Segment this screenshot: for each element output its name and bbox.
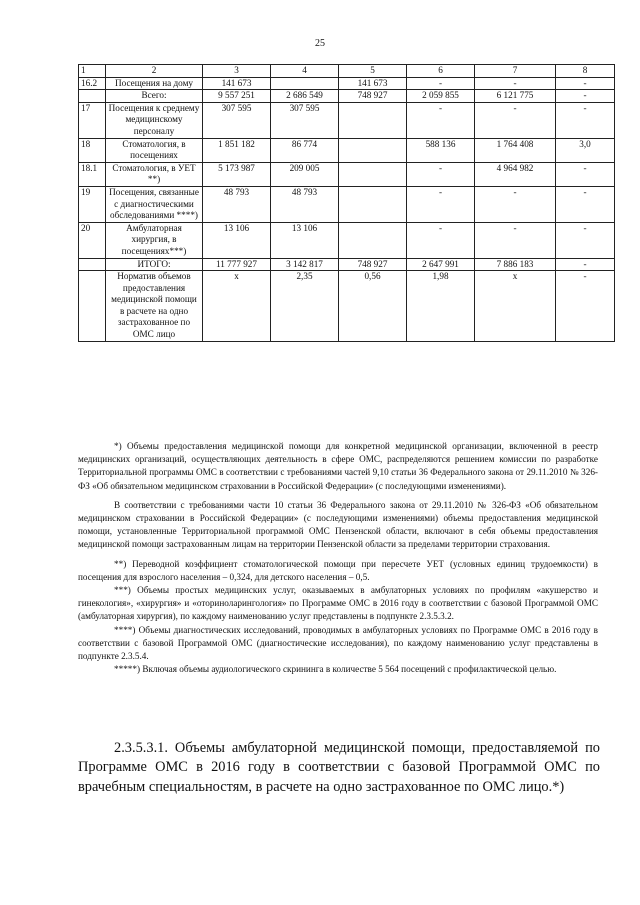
table-cell: 307 595 (203, 102, 271, 138)
table-cell (339, 162, 407, 186)
table-cell: Амбулаторная хирургия, в посещениях***) (106, 222, 203, 258)
table-cell: - (556, 222, 615, 258)
table-cell: 1 764 408 (475, 138, 556, 162)
page-number: 25 (315, 38, 325, 49)
table-cell: 9 557 251 (203, 90, 271, 103)
table-cell: - (407, 186, 475, 222)
table-cell: 48 793 (203, 186, 271, 222)
table-cell: 16.2 (79, 77, 106, 90)
table-header-cell: 6 (407, 65, 475, 78)
table-header-cell: 7 (475, 65, 556, 78)
table-header-cell: 4 (271, 65, 339, 78)
table-cell: 4 964 982 (475, 162, 556, 186)
table-cell: 2,35 (271, 271, 339, 342)
table-cell: - (556, 162, 615, 186)
table-cell (79, 258, 106, 271)
table-cell: 20 (79, 222, 106, 258)
table-cell (79, 271, 106, 342)
table-header-row (79, 65, 615, 78)
table-cell: - (556, 90, 615, 103)
footnote-4: ***) Объемы простых медицинских услуг, оказываемых в амбулаторных условиях по профилям «акушерство и гинекология», «хирургия» и «оториноларингология» по Программе ОМС в 2016 году в соответствии с базовой Программой ОМС (амбулаторная хирургия), по каждому наименованию услуг представлены в подпункте 2.3.5.3.2. (78, 585, 598, 622)
table-header-cell: 5 (339, 65, 407, 78)
footnotes (78, 440, 598, 676)
table-cell: 2 647 991 (407, 258, 475, 271)
table-cell (339, 102, 407, 138)
table-cell: 13 106 (271, 222, 339, 258)
table-cell: 141 673 (339, 77, 407, 90)
table-cell: 307 595 (271, 102, 339, 138)
footnote-3: **) Переводной коэффициент стоматологической помощи при пересчете УЕТ (условных единиц трудоемкости) в посещения для взрослого населения – 0,324, для детского населения – 0,5. (78, 558, 598, 582)
table-cell: - (475, 186, 556, 222)
footnote-6: *****) Включая объемы аудиологического скрининга в количестве 5 564 посещений с профилактической целью. (114, 664, 557, 675)
table-cell: 2 686 549 (271, 90, 339, 103)
table-cell: Норматив объемов предоставления медицинской помощи в расчете на одно застрахованное по ОМС лицо (106, 271, 203, 342)
table-cell: Посещения на дому (106, 77, 203, 90)
table-cell: 0,56 (339, 271, 407, 342)
table-cell: 19 (79, 186, 106, 222)
table-cell: - (556, 258, 615, 271)
table-header-cell: 2 (106, 65, 203, 78)
table-cell: Всего: (106, 90, 203, 103)
table-cell: 3,0 (556, 138, 615, 162)
table-cell: Посещения к среднему медицинскому персоналу (106, 102, 203, 138)
table-cell: 86 774 (271, 138, 339, 162)
table-cell: 1,98 (407, 271, 475, 342)
table-cell: - (556, 102, 615, 138)
table-cell (79, 90, 106, 103)
volumes-table (78, 64, 615, 342)
table-row (79, 162, 615, 186)
table-header-cell: 1 (79, 65, 106, 78)
table-header-cell: 8 (556, 65, 615, 78)
table-cell (339, 222, 407, 258)
table-cell: 748 927 (339, 258, 407, 271)
table-row (79, 138, 615, 162)
table-cell: 13 106 (203, 222, 271, 258)
table-cell (271, 77, 339, 90)
table-cell (339, 138, 407, 162)
table-row (79, 271, 615, 342)
table-cell: 141 673 (203, 77, 271, 90)
table-cell: 48 793 (271, 186, 339, 222)
table-cell: 3 142 817 (271, 258, 339, 271)
table-row (79, 258, 615, 271)
table-cell: ИТОГО: (106, 258, 203, 271)
table-cell: 1 851 182 (203, 138, 271, 162)
footnote-5: ****) Объемы диагностических исследований, проводимых в амбулаторных условиях по Программе ОМС в 2016 году в соответствии с базовой Программой ОМС (диагностические исследования), по каждому наименованию услуг представлены в подпункте 2.3.5.4. (78, 624, 598, 662)
table-cell: 588 136 (407, 138, 475, 162)
table-row (79, 186, 615, 222)
table-cell: 18 (79, 138, 106, 162)
table-cell: - (556, 271, 615, 342)
table-row (79, 77, 615, 90)
table-row (79, 90, 615, 103)
table-cell: 209 005 (271, 162, 339, 186)
table-cell: Посещения, связанные с диагностическими обследованиями ****) (106, 186, 203, 222)
table-cell: 7 886 183 (475, 258, 556, 271)
footnote-2: В соответствии с требованиями части 10 статьи 36 Федерального закона от 29.11.2010 № 326-ФЗ «Об обязательном медицинском страховании в Российской Федерации» (с последующими изменениями) объемы предоставления медицинской помощи, установленные Территориальной программой ОМС Пензенской области, включают в себя объемы предоставления медицинской помощи застрахованным лицам на территории Пензенской области за пределами территории страхования. (78, 499, 598, 550)
table-cell: 18.1 (79, 162, 106, 186)
table-header-cell: 3 (203, 65, 271, 78)
table-cell: - (475, 77, 556, 90)
table-cell: Стоматология, в УЕТ **) (106, 162, 203, 186)
table-cell: - (407, 162, 475, 186)
table-cell: х (475, 271, 556, 342)
table-row (79, 102, 615, 138)
table-cell: 748 927 (339, 90, 407, 103)
table-cell: 2 059 855 (407, 90, 475, 103)
table-cell: х (203, 271, 271, 342)
table-cell: - (556, 77, 615, 90)
table-cell: 17 (79, 102, 106, 138)
section-heading: 2.3.5.3.1. Объемы амбулаторной медицинской помощи, предоставляемой по Программе ОМС в 2016 году в соответствии с базовой Программой ОМС по врачебным специальностям, в расчете на одно застрахованное по ОМС лицо.*) (78, 740, 600, 795)
table-cell: 11 777 927 (203, 258, 271, 271)
table-cell: - (407, 102, 475, 138)
table-cell: Стоматология, в посещениях (106, 138, 203, 162)
table-cell: - (407, 222, 475, 258)
table-cell: - (407, 77, 475, 90)
table-cell: - (475, 222, 556, 258)
table-cell: 6 121 775 (475, 90, 556, 103)
table-cell (339, 186, 407, 222)
table-row (79, 222, 615, 258)
table-cell: - (475, 102, 556, 138)
footnote-1: *) Объемы предоставления медицинской помощи для конкретной медицинской организации, включенной в реестр медицинских организаций, осуществляющих деятельность в сфере ОМС, распределяются решением комиссии по разработке Территориальной программы ОМС в соответствии с требованиями частей 9,10 статьи 36 Федерального закона от 29.11.2010 № 326-ФЗ «Об обязательном медицинском страховании в Российской Федерации» (с последующими изменениями). (78, 441, 598, 491)
table-cell: - (556, 186, 615, 222)
table-cell: 5 173 987 (203, 162, 271, 186)
